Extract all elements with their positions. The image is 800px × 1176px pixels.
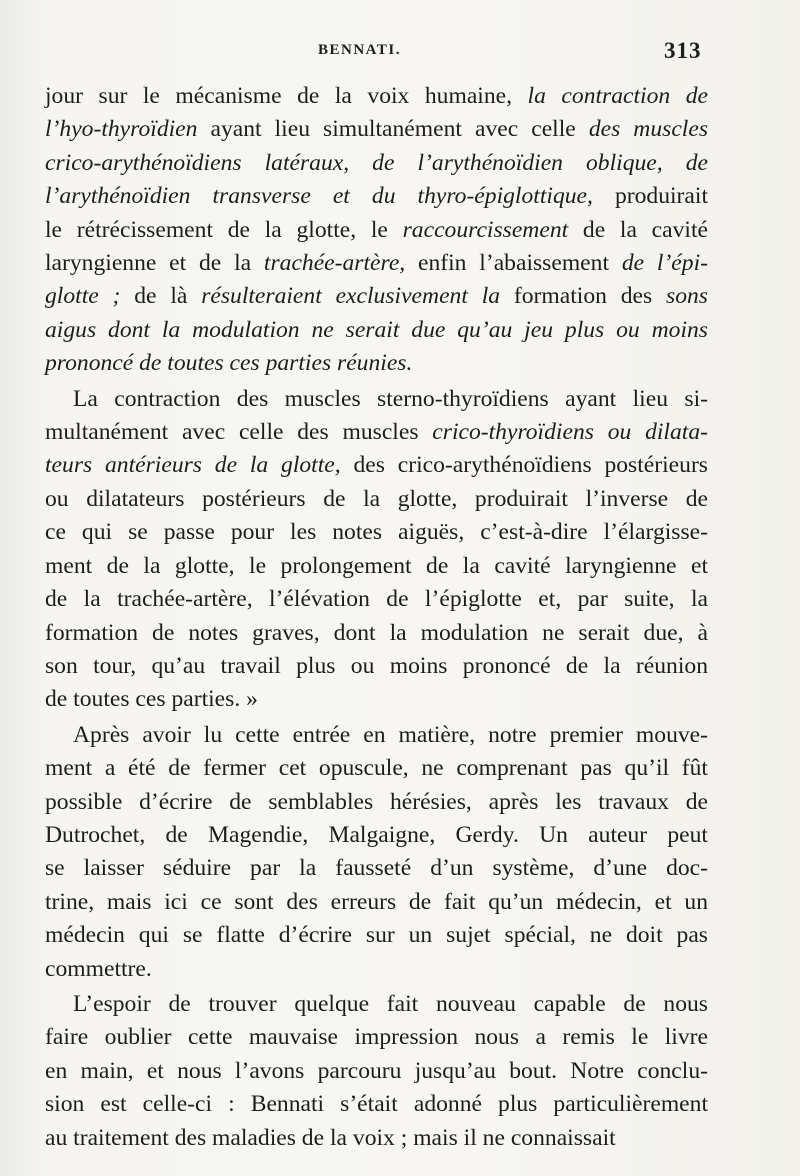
paragraph-p1 (45, 80, 708, 381)
text-run: ayant lieu simultanément avec celle (197, 116, 589, 143)
text-line (45, 416, 708, 449)
text-run: au traitement des maladies de la voix ; mais il ne connaissait (45, 1124, 616, 1151)
text-run: trine, mais ici ce sont des erreurs de fait qu’un médecin, et un (45, 888, 708, 915)
text-run: de là (120, 283, 202, 310)
text-run: sion est celle-ci : Bennati s’était adonné plus particulièrement (45, 1091, 708, 1118)
text-run: médecin qui se flatte d’écrire sur un sujet spécial, ne doit pas (45, 922, 708, 949)
italic-text: l’arythénoïdien transverse et du thyro-épiglottique, (45, 183, 593, 210)
italic-text: aigus dont la modulation ne serait due qu’au jeu plus ou moins (45, 316, 708, 343)
text-run: de toutes ces parties. » (45, 686, 258, 713)
text-run: Après avoir lu cette entrée en matière, notre premier mouve- (73, 721, 708, 748)
text-run: le rétrécissement de la glotte, le (45, 216, 403, 243)
italic-text: des muscles (588, 116, 708, 143)
running-title: BENNATI. (318, 42, 401, 58)
text-line (45, 1021, 708, 1054)
text-line (45, 247, 708, 280)
body-text (45, 80, 708, 1157)
text-run: son tour, qu’au travail plus ou moins prononcé de la réunion (45, 652, 708, 679)
text-run: ment de la glotte, le prolongement de la cavité laryngienne et (45, 552, 708, 579)
text-run: La contraction des muscles sterno-thyroïdiens ayant lieu si- (73, 385, 708, 412)
text-line (45, 280, 708, 313)
text-run: Dutrochet, de Magendie, Malgaigne, Gerdy. Un auteur peut (45, 821, 708, 848)
text-run: jour sur le mécanisme de la voix humaine, (45, 83, 528, 109)
text-line (45, 650, 708, 683)
text-line (45, 1088, 708, 1121)
text-run: L’espoir de trouver quelque fait nouveau capable de nous (73, 990, 708, 1017)
text-line (45, 383, 708, 416)
page-number: 313 (664, 38, 702, 63)
italic-text: glotte ; (45, 283, 121, 310)
text-run: des crico-arythénoïdiens postérieurs (340, 452, 708, 479)
paragraph-p3 (45, 719, 708, 986)
text-run: produirait (592, 183, 708, 210)
text-run: en main, et nous l’avons parcouru jusqu’au bout. Notre conclu- (45, 1057, 708, 1084)
text-line (45, 953, 708, 986)
text-line (45, 1122, 708, 1155)
italic-text: résulteraient exclusivement la (201, 283, 501, 310)
italic-text: de l’épi- (621, 250, 708, 277)
text-line (45, 617, 708, 650)
text-line (45, 516, 708, 549)
text-line (45, 147, 708, 180)
text-run: de la trachée-artère, l’élévation de l’épiglotte et, par suite, la (45, 586, 708, 613)
text-line (45, 819, 708, 852)
text-line (45, 550, 708, 583)
text-line (45, 1055, 708, 1088)
text-line (45, 214, 708, 247)
text-line (45, 314, 708, 347)
text-line (45, 852, 708, 885)
text-run: faire oublier cette mauvaise impression nous a remis le livre (45, 1024, 708, 1051)
text-line (45, 719, 708, 752)
text-line (45, 919, 708, 952)
italic-text: trachée-artère, (263, 250, 406, 277)
text-run: se laisser séduire par la fausseté d’un système, d’une doc- (45, 855, 708, 882)
text-line (45, 180, 708, 213)
text-line (45, 449, 708, 482)
text-line (45, 988, 708, 1021)
text-run: formation des (500, 283, 667, 310)
text-line (45, 483, 708, 516)
text-line (45, 113, 708, 146)
text-line (45, 583, 708, 616)
italic-text: crico-arythénoïdiens latéraux, de l’arythénoïdien oblique, de (45, 149, 708, 176)
paragraph-p2 (45, 383, 708, 717)
text-run: ment a été de fermer cet opuscule, ne comprenant pas qu’il fût (45, 755, 708, 782)
text-run: commettre. (45, 955, 152, 982)
text-run: ce qui se passe pour les notes aiguës, c’est-à-dire l’élargisse- (45, 519, 708, 546)
italic-text: crico-thyroïdiens ou dilata- (432, 419, 708, 446)
text-line (45, 80, 708, 113)
italic-text: l’hyo-thyroïdien (45, 116, 198, 143)
text-line (45, 752, 708, 785)
text-run: enfin l’abaissement (405, 250, 622, 277)
text-run: possible d’écrire de semblables hérésies, après les travaux de (45, 788, 708, 815)
text-run: multanément avec celle des muscles (45, 419, 433, 446)
running-head (0, 38, 800, 68)
italic-text: raccourcissement (402, 216, 569, 243)
italic-text: teurs antérieurs de la glotte, (45, 452, 341, 479)
text-run: formation de notes graves, dont la modulation ne serait due, à (45, 619, 708, 646)
italic-text: la contraction de (527, 83, 708, 109)
italic-text: prononcé de toutes ces parties réunies. (45, 350, 413, 377)
italic-text: sons (666, 283, 708, 310)
text-line (45, 347, 708, 380)
text-line (45, 786, 708, 819)
text-run: ou dilatateurs postérieurs de la glotte, produirait l’inverse de (45, 485, 708, 512)
text-run: laryngienne et de la (45, 250, 264, 277)
text-line (45, 683, 708, 716)
text-line (45, 886, 708, 919)
paragraph-p4 (45, 988, 708, 1155)
text-run: de la cavité (568, 216, 708, 243)
